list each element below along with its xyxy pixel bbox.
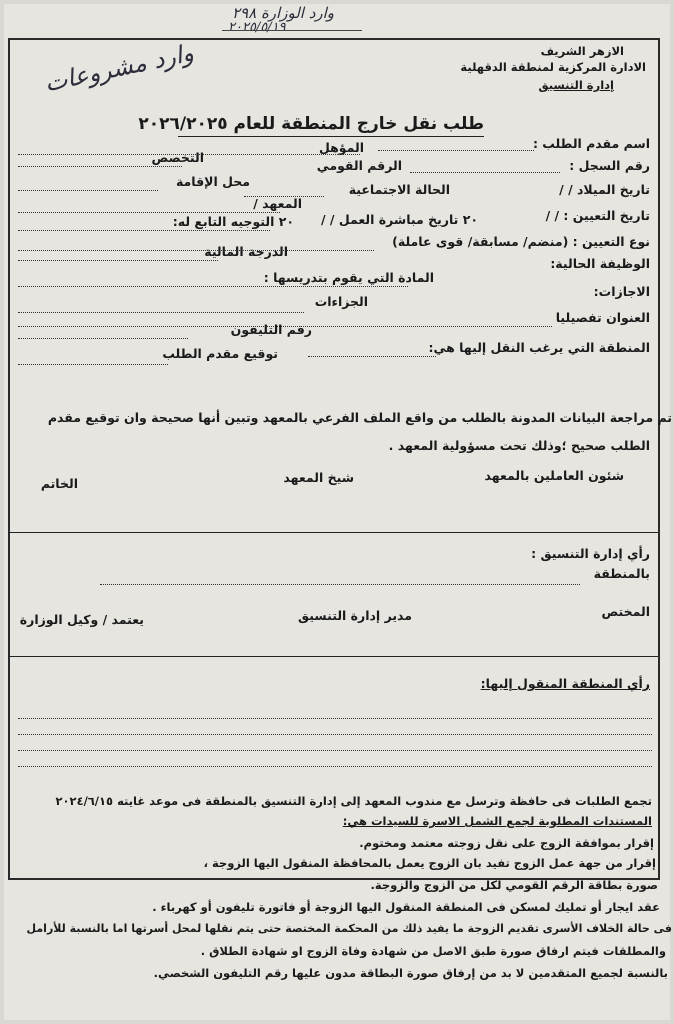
notes-item: إقرار من جهة عمل الزوج تفيد بان الزوج يعمل بالمحافظة المنقول اليها الزوجة ، [203,856,656,870]
review-paragraph-line-1: تم مراجعة البيانات المدونة بالطلب من واقع الملف الفرعي بالمعهد وتبين أنها صحيحة وان توقيع مقدم [47,410,672,425]
social-status-label: الحالة الاجتماعية [348,182,450,197]
notes-item: صورة بطاقة الرقم القومي لكل من الزوج والزوجة. [370,878,658,892]
start-date-label: ٢٠ تاريخ مباشرة العمل / / [321,212,478,227]
applicant-signature-label: توقيع مقدم الطلب [162,346,278,361]
desired-region-line [308,356,436,357]
notes-deadline: تجمع الطلبات فى حافظة وترسل مع مندوب المعهد إلى إدارة التنسيق بالمنطقة فى موعد غايته ٢٠٢٤/٦/١٥ [55,794,652,808]
appointment-date-label: تاريخ التعيين : / / [545,208,650,223]
specialization-line [18,166,182,167]
appointment-type-line [18,250,374,251]
residence-line [18,190,158,191]
grade-line [18,260,218,261]
notes-item: فى حالة الخلاف الأسرى تقديم الزوجة ما يفيد ذلك من المحكمة المختصة حتى يتم نقلها لمحل أسرتها اما بالنسبة للأرامل [26,922,672,935]
appointment-type-label: نوع التعيين : (منضم/ مسابقة/ قوى عاملة) [392,234,650,249]
national-id-label: الرقم القومي [316,158,402,173]
guidance-line [18,230,270,231]
registry-number-line [410,172,560,173]
staff-affairs-signature: شئون العاملين بالمعهد [484,468,624,483]
notes-item: والمطلقات فيتم ارفاق صورة طبق الاصل من شهادة وفاة الزوج او شهادة الطلاق . [200,944,666,958]
coordination-opinion-line [100,584,580,585]
residence-label: محل الإقامة [175,174,250,189]
receiving-region-label: رأي المنطقة المنقول إليها: [480,676,650,691]
seal-label: الخاتم [40,476,78,491]
applicant-name-line [378,150,534,151]
phone-line [18,338,188,339]
registry-number-label: رقم السجل : [569,158,650,173]
receiving-region-line-2 [18,734,652,735]
phone-label: رقم التليفون [230,322,312,337]
qualification-label: المؤهل [318,140,364,155]
receiving-region-line-1 [18,718,652,719]
header-line-2: الادارة المركزية لمنطقة الدقهلية [460,60,646,74]
applicant-signature-line [18,364,168,365]
notes-item: إقرار بموافقة الزوج على نقل زوجته معتمد ومختوم. [359,836,654,850]
institute-line [18,212,280,213]
receiving-region-line-3 [18,750,652,751]
desired-region-label: المنطقة التي يرغب النقل إليها هي: [428,340,650,355]
undersecretary-approval-label: يعتمد / وكيل الوزارة [19,612,144,627]
notes-item: عقد ايجار أو تمليك لمسكن فى المنطقة المنقول اليها الزوجة أو فاتورة تليفون أو كهرباء . [152,900,660,914]
receiving-region-line-4 [18,766,652,767]
guidance-label: ٢٠ التوجيه التابع له: [172,214,294,229]
incoming-stamp-number: وارد الوزارة ٢٩٨ [232,4,335,22]
section-divider-2 [8,656,658,657]
notes-item: بالنسبة لجميع المتقدمين لا بد من إرفاق صورة البطاقة مدون عليها رقم التليفون الشخصي. [153,966,668,980]
incoming-stamp-date: ٢٠٢٥/٥/١٩ [228,20,286,35]
penalties-line [18,312,304,313]
current-job-label: الوظيفة الحالية: [550,256,650,271]
specialization-label: التخصص [151,150,204,165]
section-divider-1 [8,532,658,533]
review-paragraph-line-2: الطلب صحيح ؛وذلك تحت مسؤولية المعهد . [388,438,650,453]
subject-label: المادة التي يقوم بتدريسها : [263,270,434,285]
coordination-director-label: مدير إدارة التنسيق [298,608,412,623]
institute-head-signature: شيخ المعهد [283,470,354,485]
notes-heading: المستندات المطلوبة لجمع الشمل الاسرة للسيدات هي: [342,814,652,828]
address-label: العنوان تفصيليا [555,310,650,325]
leaves-label: الاجازات: [593,284,650,299]
penalties-label: الجزاءات [314,294,368,309]
institute-label: المعهد / [253,196,302,211]
subject-line [18,286,408,287]
grade-label: الدرجة المالية [204,244,288,259]
stamp-underline [222,30,362,31]
header-line-1: الازهر الشريف [540,44,624,58]
birth-date-label: تاريخ الميلاد / / [559,182,650,197]
margin-handwritten-note: وارد مشروعات [42,38,197,98]
specialist-label: المختص [601,604,650,619]
in-region-label: بالمنطقة [593,566,650,581]
coordination-opinion-label: رأي إدارة التنسيق : [531,546,650,561]
header-line-3: إدارة التنسيق [538,78,614,92]
applicant-name-label: اسم مقدم الطلب : [532,136,650,151]
form-title: طلب نقل خارج المنطقة للعام ٢٠٢٦/٢٠٢٥ [138,114,484,134]
title-underline [178,136,484,137]
